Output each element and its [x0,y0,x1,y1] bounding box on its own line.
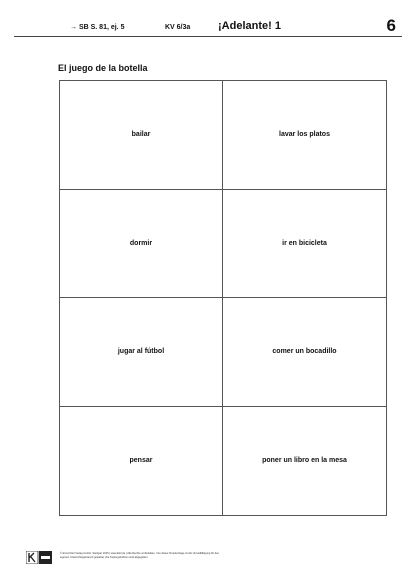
worksheet-title: El juego de la botella [58,63,148,73]
card-grid [59,80,387,516]
unit-number: 6 [386,16,396,35]
card-comer-un-bocadillo: comer un bocadillo [223,298,386,407]
card-pensar: pensar [60,407,223,516]
klett-logo-icon [26,551,52,564]
header-divider [14,36,402,37]
card-jugar-al-futbol: jugar al fútbol [60,298,223,407]
page-header [0,0,416,40]
copyright-notice: © Ernst Klett Verlag GmbH, Stuttgart 2015 | www.klett.de | Alle Rechte vorbehalten. Von dieser Druckvorlage ist die Vervielfältigung für den eigenen Unterrichtsgebrauch gestattet. Die Kopiergebühren sind abgegolten. [60,552,220,559]
card-lavar-los-platos: lavar los platos [223,81,386,190]
book-title: ¡Adelante! 1 [218,20,281,32]
card-dormir: dormir [60,190,223,299]
page-footer [26,549,326,569]
textbook-reference: → SB S. 81, ej. 5 [70,24,125,31]
worksheet-code: KV 6/3a [165,24,191,31]
card-bailar: bailar [60,81,223,190]
card-poner-un-libro: poner un libro en la mesa [262,457,347,465]
card-ir-en-bicicleta: ir en bicicleta [223,190,386,299]
